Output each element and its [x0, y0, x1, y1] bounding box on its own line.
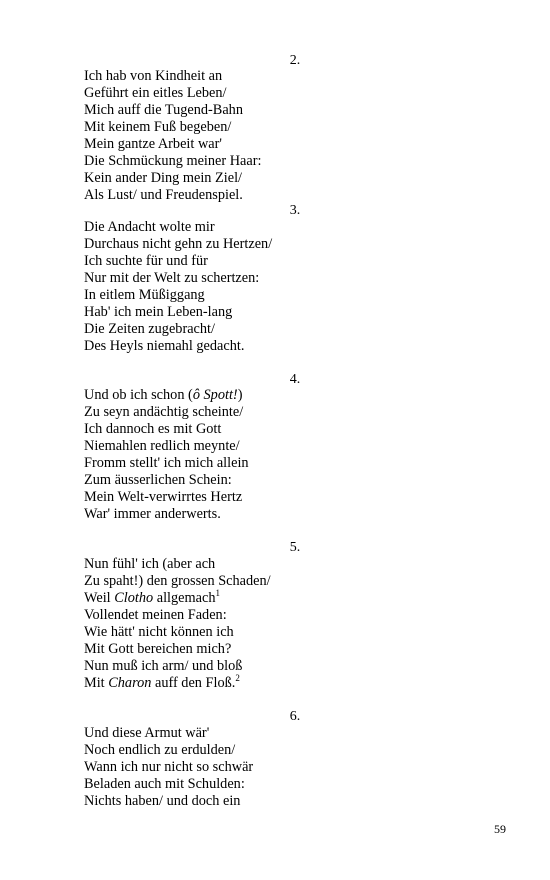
verse-line: Geführt ein eitles Leben/ — [84, 85, 227, 101]
verse-line: Als Lust/ und Freudenspiel. — [84, 187, 243, 203]
stanza-number: 3. — [289, 203, 301, 218]
footnote-marker[interactable]: 2 — [235, 673, 240, 683]
verse-line: Ich dannoch es mit Gott — [84, 421, 222, 437]
verse-text: allgemach — [153, 590, 216, 606]
verse-line: Kein ander Ding mein Ziel/ — [84, 170, 243, 186]
verse-line: Mein Welt-verwirrtes Hertz — [84, 489, 243, 505]
verse-text: Weil — [84, 590, 115, 606]
verse-line: Wie hätt' nicht können ich — [84, 624, 234, 640]
verse-line: Mit Gott bereichen mich? — [84, 641, 232, 657]
verse-text: Mit — [84, 675, 109, 691]
verse-italic: ô Spott! — [192, 387, 238, 403]
verse-line: Zum äusserlichen Schein: — [84, 472, 232, 488]
verse-line: War' immer anderwerts. — [84, 506, 221, 522]
verse-line: Und diese Armut wär' — [84, 725, 210, 741]
verse-line: Mein gantze Arbeit war' — [84, 136, 222, 152]
verse-line: Durchaus nicht gehn zu Hertzen/ — [84, 236, 273, 252]
verse-text: auff den Floß. — [151, 675, 236, 691]
verse-line: Die Andacht wolte mir — [84, 219, 215, 235]
stanza-number: 6. — [289, 709, 301, 724]
stanza-6 — [84, 725, 384, 810]
verse-line: Ich hab von Kindheit an — [84, 68, 223, 84]
verse-line: Nun muß ich arm/ und bloß — [84, 658, 243, 674]
stanza-3 — [84, 219, 384, 355]
footnote-marker[interactable]: 1 — [215, 588, 220, 598]
verse-line: Mit keinem Fuß begeben/ — [84, 119, 232, 135]
verse-line: In eitlem Müßiggang — [84, 287, 205, 303]
stanza-number: 5. — [289, 540, 301, 555]
page-number: 59 — [494, 822, 506, 836]
verse-line: Mich auff die Tugend-Bahn — [84, 102, 243, 118]
verse-line: Beladen auch mit Schulden: — [84, 776, 245, 792]
verse-line: Noch endlich zu erdulden/ — [84, 742, 236, 758]
verse-line — [84, 675, 384, 692]
verse-line: Die Schmückung meiner Haar: — [84, 153, 262, 169]
verse-italic: Charon — [108, 675, 152, 691]
verse-text: Und ob ich schon ( — [84, 387, 193, 403]
verse-line: Des Heyls niemahl gedacht. — [84, 338, 245, 354]
verse-text: ) — [237, 387, 243, 403]
verse-line: Nichts haben/ und doch ein — [84, 793, 241, 809]
verse-line: Wann ich nur nicht so schwär — [84, 759, 254, 775]
stanza-2 — [84, 68, 384, 204]
verse-line — [84, 590, 384, 607]
verse-line: Zu spaht!) den grossen Schaden/ — [84, 573, 271, 589]
verse-line — [84, 387, 384, 404]
verse-line: Vollendet meinen Faden: — [84, 607, 227, 623]
stanza-5 — [84, 556, 384, 692]
verse-line: Niemahlen redlich meynte/ — [84, 438, 240, 454]
verse-line: Nur mit der Welt zu schertzen: — [84, 270, 260, 286]
verse-line: Zu seyn andächtig scheinte/ — [84, 404, 244, 420]
verse-italic: Clotho — [114, 590, 154, 606]
verse-line: Fromm stellt' ich mich allein — [84, 455, 249, 471]
stanza-4 — [84, 387, 384, 523]
verse-line: Nun fühl' ich (aber ach — [84, 556, 216, 572]
verse-line: Hab' ich mein Leben-lang — [84, 304, 233, 320]
stanza-number: 4. — [289, 372, 301, 387]
verse-line: Ich suchte für und für — [84, 253, 208, 269]
verse-line: Die Zeiten zugebracht/ — [84, 321, 215, 337]
stanza-number: 2. — [289, 53, 301, 68]
